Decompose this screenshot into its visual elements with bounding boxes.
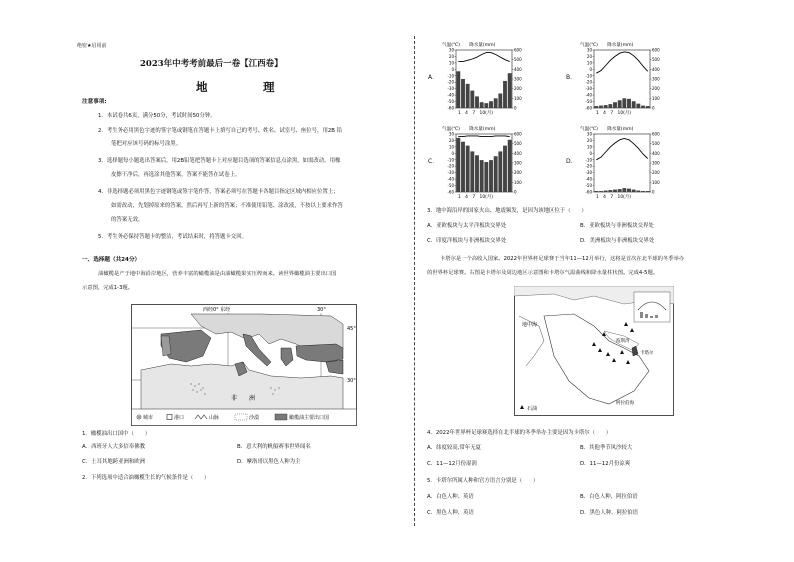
map1-lon-label: 西经0° 东经 [203,307,231,313]
section-1-heading: 一、选择题（共24分） [82,257,141,263]
precip-bar [622,188,626,192]
exam-title: 2023年中考考前最后一卷【江西卷】 [140,59,283,69]
precip-bar [632,190,636,192]
question-3-stem: 3．地中海沿岸的国家火山、地震频发，是因为该地区位于（ ） [427,208,587,214]
chart-header: 气温(℃) 降水量(mm) [442,43,496,48]
precip-bar [599,191,603,192]
precip-bar [604,105,608,108]
precip-tick-label: 0 [514,189,517,195]
chart-header: 气温(℃) 降水量(mm) [442,127,496,132]
precip-bar [608,104,612,108]
chart-label-c[interactable]: C． [428,158,439,165]
precip-bar [641,191,645,192]
precip-bar [646,106,650,108]
precip-bar [632,101,636,108]
notes-title: 注意事项: [82,99,107,105]
precip-bar [461,142,465,192]
map1-lat45: 45° [347,326,356,332]
question-5-stem: 5．卡塔尔所属人种和官方语言分别是（ ） [427,478,539,484]
q3-option-b[interactable]: B．亚欧板块与非洲板块交界处 [580,223,654,229]
climate-chart-a [440,40,528,120]
precip-tick-label: 400 [514,150,522,156]
temp-tick-label: 0 [451,66,454,72]
temp-tick-label: 0 [451,150,454,156]
precip-tick-label: 200 [652,170,660,176]
temp-tick-label: -40 [585,92,592,98]
month-axis-label: 1 4 7 10(月) [458,111,493,116]
precip-bar [466,84,470,108]
precip-bar [636,104,640,108]
chart-label-b[interactable]: B． [566,74,577,81]
precip-bar [594,191,598,192]
map2-legend-oil: 石油 [527,406,538,412]
precip-bar [470,91,474,108]
precip-tick-label: 400 [514,66,522,72]
precip-bar [475,96,479,108]
temp-tick-label: 10 [448,60,454,66]
temp-tick-label: 10 [586,144,592,150]
precip-bar [456,71,460,108]
precip-tick-label: 100 [514,95,522,101]
temp-tick-label: -30 [447,86,454,92]
precip-bar [489,101,493,108]
chart-frame [594,50,650,108]
precip-bar [456,138,460,192]
precip-bar [646,191,650,192]
precip-bar [503,146,507,192]
secret-label: 绝密★启用前 [77,43,107,49]
note-4b: 如需改动，先划掉原来的答案，然后再写上新的答案；不准使用铅笔、涂改液，不按以上要求作答 [111,203,343,209]
q5-option-d[interactable]: D．黑色人种、阿拉伯语 [580,510,639,516]
map1-lon30: 30° [317,307,326,313]
temp-tick-label: 30 [586,47,592,53]
precip-tick-label: 300 [652,76,660,82]
q1-option-b[interactable]: B．意大利的帆船赛事世界闻名 [237,444,311,450]
precip-bar [470,151,474,192]
note-2: 2．考生务必用黑色字迹的签字笔或钢笔在答题卡上填写自己的考号、姓名、试室号、座位号，用2B 铅 [98,128,343,134]
precip-bar [613,102,617,108]
precip-bar [461,79,465,108]
precip-tick-label: 0 [652,189,655,195]
temp-tick-label: 0 [589,150,592,156]
temp-tick-label: -20 [585,163,592,169]
precip-bar [636,191,640,192]
precip-tick-label: 100 [652,179,660,185]
legend-city: 城市 [143,415,154,421]
climate-chart-d [578,124,666,204]
precip-bar [484,103,488,108]
precip-tick-label: 500 [514,141,522,147]
section-1-intro: 油橄榄是产于地中海沿岸地区，营养丰富的橄榄油是由油橄榄果实压榨而来。读世界橄榄油主要出口国 [98,271,337,277]
precip-bar [489,160,493,192]
q4-option-b[interactable]: B．其他季节风沙较大 [580,445,633,451]
precip-tick-label: 100 [652,95,660,101]
q3-option-c[interactable]: C．印度洋板块与非洲板块交界处 [427,238,507,244]
question-1-stem: 1．橄榄油出口国中（ ） [82,431,151,437]
temp-tick-label: -10 [585,73,592,79]
precip-tick-label: 100 [514,179,522,185]
precip-tick-label: 200 [514,86,522,92]
temp-tick-label: -10 [447,73,454,79]
temp-tick-label: 30 [448,131,454,137]
chart-frame [594,134,650,192]
q1-option-c[interactable]: C．土耳其地跨亚洲和欧洲 [82,459,146,465]
precip-bar [622,98,626,108]
precip-bar [494,156,498,192]
precip-tick-label: 500 [652,57,660,63]
map2-arabian-sea-label: 阿拉伯海 [616,401,634,406]
temp-tick-label: 20 [448,53,454,59]
temp-tick-label: -30 [585,86,592,92]
temp-tick-label: -60 [585,105,592,111]
temp-tick-label: -50 [585,183,592,189]
month-axis-label: 1 4 7 10(月) [596,111,631,116]
precip-bar [641,106,645,108]
precip-tick-label: 300 [514,160,522,166]
q5-option-a[interactable]: A．白色人种、英语 [427,494,474,500]
precip-bar [618,100,622,108]
precip-bar [508,73,512,108]
temp-tick-label: -20 [585,79,592,85]
q4-option-c[interactable]: C．11—12月份湿润 [427,461,477,467]
qatar-region-map [514,286,674,416]
temp-tick-label: -40 [447,176,454,182]
map2-qatar-label: 卡塔尔 [640,351,654,356]
chart-label-a[interactable]: A． [428,74,439,81]
precip-tick-label: 500 [514,57,522,63]
temp-tick-label: -20 [447,163,454,169]
note-4c: 的答案无效。 [111,217,144,223]
temp-tick-label: -50 [447,183,454,189]
precip-bar [498,151,502,192]
precip-bar [480,160,484,192]
q5-option-c[interactable]: C．黑色人种、英语 [427,510,474,516]
precip-tick-label: 200 [514,170,522,176]
temp-tick-label: -60 [585,189,592,195]
map1-lat30: 30° [347,378,356,384]
temp-tick-label: 20 [586,53,592,59]
precip-tick-label: 400 [652,150,660,156]
note-1: 1．本试卷共6页，满分50分，考试时间50分钟。 [98,113,216,119]
temp-tick-label: -30 [447,170,454,176]
q4-option-d[interactable]: D．11—12月份凉爽 [580,461,631,467]
q1-option-d[interactable]: D．摩洛哥以黑色人种为主 [237,459,301,465]
precip-tick-label: 0 [652,105,655,111]
olive-oil-export-map [131,304,357,426]
temp-tick-label: -40 [447,92,454,98]
temp-tick-label: -10 [585,157,592,163]
month-axis-label: 1 4 7 10(月) [458,195,493,200]
precip-bar [599,106,603,108]
legend-port: 港口 [174,415,185,421]
column-divider [414,36,415,526]
precip-bar [480,102,484,108]
precip-tick-label: 600 [652,47,660,53]
q3-option-a[interactable]: A．亚欧板块与太平洋板块交界处 [427,223,507,229]
temp-tick-label: -60 [447,105,454,111]
precip-tick-label: 600 [514,131,522,137]
precip-bar [466,146,470,192]
precip-tick-label: 200 [652,86,660,92]
legend-desert: 沙漠 [249,415,260,421]
precip-bar [618,189,622,192]
precip-bar [594,106,598,108]
precip-bar [613,190,617,192]
month-axis-label: 1 4 7 10(月) [596,195,631,200]
precip-tick-label: 300 [652,160,660,166]
precip-bar [494,98,498,108]
map2-gulf-label: 波斯湾 [616,339,630,344]
note-3: 3．选择题每小题选出答案后，用2B铅笔把答题卡上对应题目选项的答案信息点涂黑，如需改动，用橡 [98,158,341,164]
map1-africa-label: 非 洲 [231,395,256,402]
temp-tick-label: 0 [589,66,592,72]
q3-option-d[interactable]: D．美洲板块与非洲板块交界处 [580,238,655,244]
precip-tick-label: 300 [514,76,522,82]
climate-chart-c [440,124,528,204]
chart-header: 气温(℃) 降水量(mm) [580,43,634,48]
precip-bar [608,190,612,192]
precip-bar [627,99,631,108]
question-4-stem: 4．2022年世界杯足球赛选择在北半球的冬季举办主要是因为卡塔尔（ ） [427,430,612,436]
temp-tick-label: -20 [447,79,454,85]
temp-tick-label: -50 [585,99,592,105]
precip-bar [508,140,512,192]
precip-tick-label: 0 [514,105,517,111]
temp-tick-label: 20 [586,137,592,143]
temp-tick-label: 20 [448,137,454,143]
temp-tick-label: 30 [448,47,454,53]
section-2-intro-2: 的世界杯足球赛。右图是卡塔尔及周边地区示意图和卡塔尔气温曲线和降水量柱状图。完成4-5题。 [427,270,659,276]
precip-bar [604,191,608,192]
precip-tick-label: 600 [652,131,660,137]
note-4: 4．非选择题必须用黑色字迹钢笔或签字笔作答，答案必须写在答题卡各题目指定区域内相应位置上； [98,189,339,195]
map2-sea-label: 地中海 [522,322,538,328]
section-2-intro: 卡塔尔是一个高收入国家。2022年世界杯足球赛于当年11—12月举行，这将是首次在北半球的冬季举办 [440,256,685,262]
precip-tick-label: 600 [514,47,522,53]
subject-title: 地 理 [196,80,297,94]
precip-bar [503,81,507,108]
section-1-intro-2: 示意图，完成1-3题。 [82,285,134,291]
precip-bar [475,155,479,192]
chart-label-d[interactable]: D． [566,158,577,165]
precip-tick-label: 400 [652,66,660,72]
note-3b: 皮擦干净后，再选涂其他答案，答案不能答在试卷上。 [111,172,241,178]
temp-tick-label: 10 [448,144,454,150]
note-5: 5．考生务必保持答题卡的整洁，考试结束时，将答题卡交回。 [98,234,247,240]
question-2-stem: 2．下列选项中适合油橄榄生长的气候条件是（ ） [82,475,210,481]
chart-header: 气温(℃) 降水量(mm) [580,127,634,132]
temp-tick-label: 10 [586,60,592,66]
temp-tick-label: -50 [447,99,454,105]
temp-tick-label: 30 [586,131,592,137]
q1-option-a[interactable]: A．西班牙人大多信奉佛教 [82,444,145,450]
note-2b: 笔把对应该号码的标号涂黑。 [111,141,182,147]
precip-bar [498,94,502,109]
precip-bar [484,162,488,192]
precip-bar [627,189,631,192]
precip-tick-label: 500 [652,141,660,147]
q5-option-b[interactable]: B．白色人种、阿拉伯语 [580,494,638,500]
q4-option-a[interactable]: A．纬度较高,常年无夏 [427,445,481,451]
legend-export-country: 橄榄油主要出口国 [289,415,330,421]
temp-tick-label: -60 [447,189,454,195]
climate-chart-b [578,40,666,120]
temp-tick-label: -40 [585,176,592,182]
temp-tick-label: -30 [585,170,592,176]
temp-tick-label: -10 [447,157,454,163]
legend-mountain: 山脉 [209,415,220,421]
